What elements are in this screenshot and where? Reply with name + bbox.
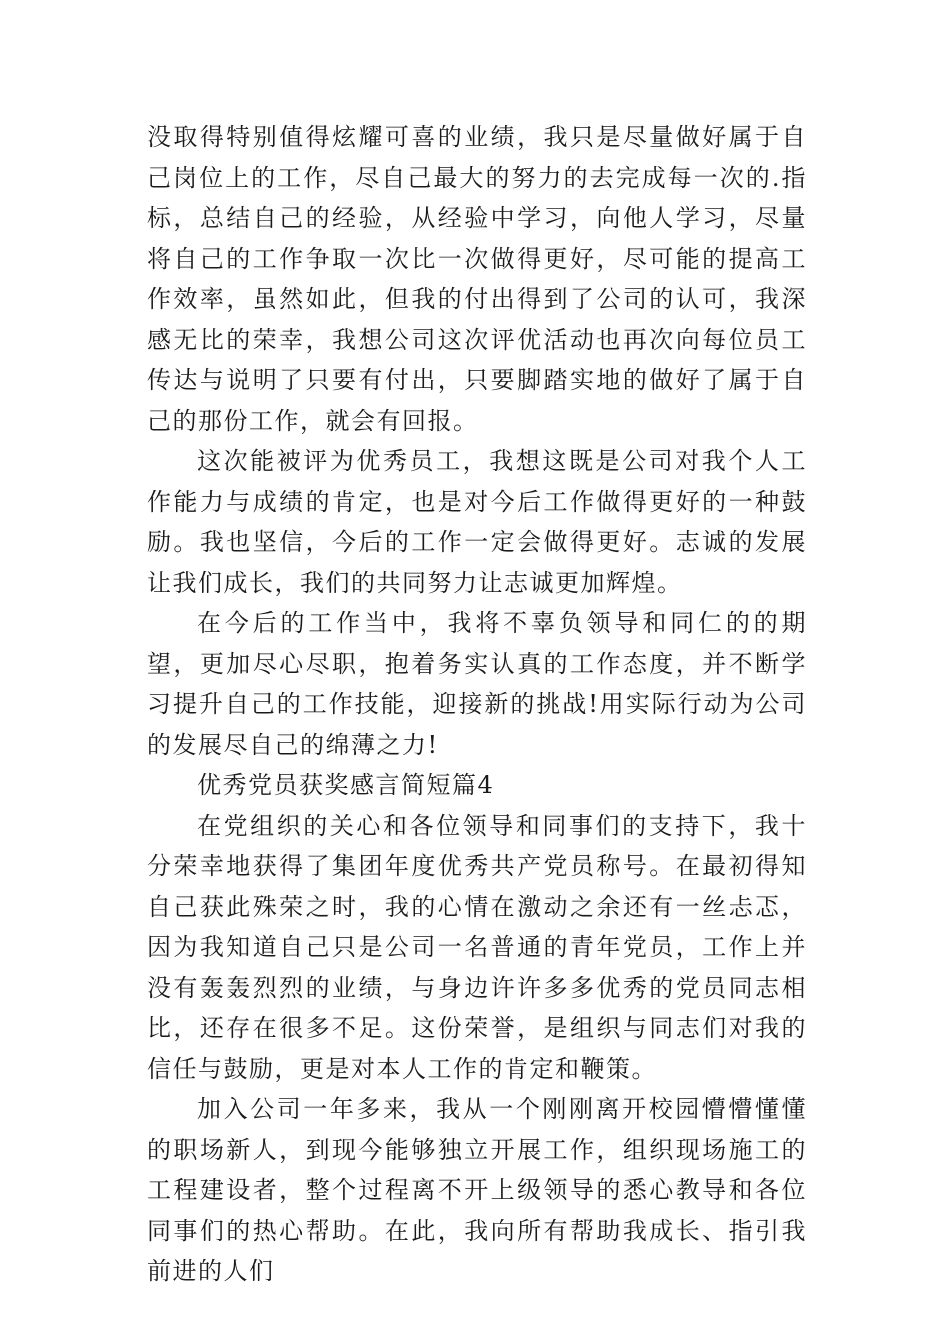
- section-heading: 优秀党员获奖感言简短篇4: [197, 771, 495, 799]
- paragraph-continuation: 没取得特别值得炫耀可喜的业绩，我只是尽量做好属于自己岗位上的工作，尽自己最大的努力的去完成每一次的.指标，总结自己的经验，从经验中学习，向他人学习，尽量将自己的工作争取一次比一次做得更好，尽可能的提高工作效率，虽然如此，但我的付出得到了公司的认可，我深感无比的荣幸，我想公司这次评优活动也再次向每位员工传达与说明了只要有付出，只要脚踏实地的做好了属于自己的那份工作，就会有回报。: [147, 123, 807, 435]
- paragraph-party-member-honor: 在党组织的关心和各位领导和同事们的支持下，我十分荣幸地获得了集团年度优秀共产党员称号。在最初得知自己获此殊荣之时，我的心情在激动之余还有一丝忐忑，因为我知道自己只是公司一名普通的青年党员，工作上并没有轰轰烈烈的业绩，与身边许许多多优秀的党员同志相比，还存在很多不足。这份荣誉，是组织与同志们对我的信任与鼓励，更是对本人工作的肯定和鞭策。: [147, 811, 807, 1083]
- paragraph-future-work: 在今后的工作当中，我将不辜负领导和同仁的的期望，更加尽心尽职，抱着务实认真的工作态度，并不断学习提升自己的工作技能，迎接新的挑战!用实际行动为公司的发展尽自己的绵薄之力!: [147, 609, 807, 759]
- paragraph-joining-company: 加入公司一年多来，我从一个刚刚离开校园懵懵懂懂的职场新人，到现今能够独立开展工作，组织现场施工的工程建设者，整个过程离不开上级领导的悉心教导和各位同事们的热心帮助。在此，我向所有帮助我成长、指引我前进的人们: [147, 1095, 807, 1285]
- paragraph-outstanding-employee: 这次能被评为优秀员工，我想这既是公司对我个人工作能力与成绩的肯定，也是对今后工作做得更好的一种鼓励。我也坚信，今后的工作一定会做得更好。志诚的发展让我们成长，我们的共同努力让志诚更加辉煌。: [147, 447, 807, 597]
- document-body: [147, 117, 807, 1292]
